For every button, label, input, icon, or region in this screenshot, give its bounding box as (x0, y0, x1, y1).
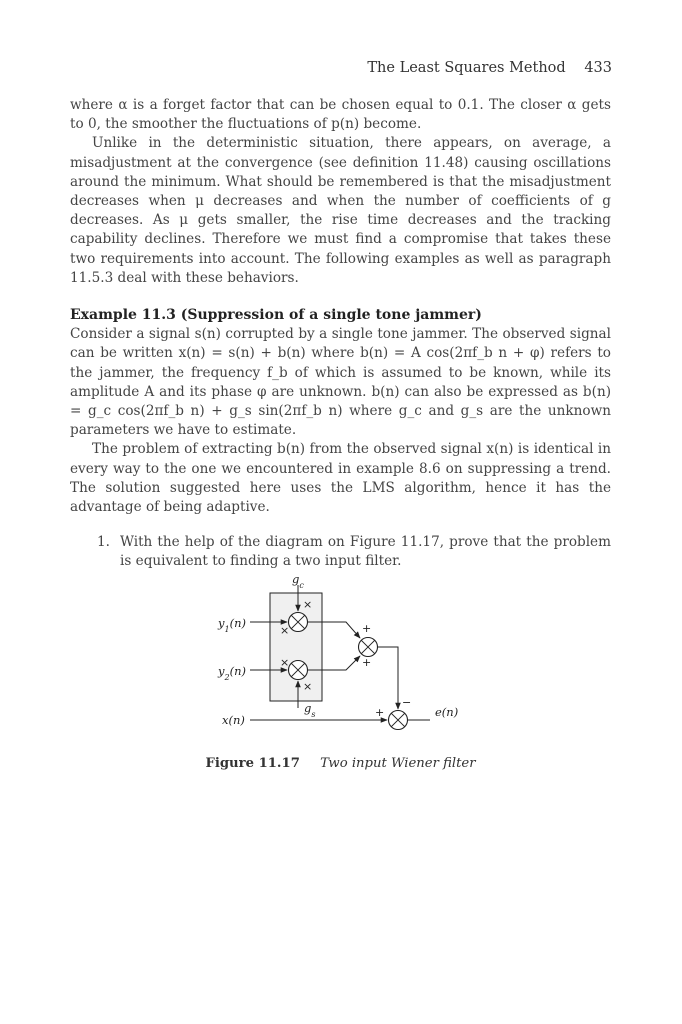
figure-caption-text: Two input Wiener filter (320, 756, 476, 771)
header-title: The Least Squares Method (367, 60, 566, 76)
gc-label: $g_c$ (292, 572, 304, 590)
example-title: Example 11.3 (Suppression of a single tone jammer) (70, 307, 482, 324)
list-item-text: With the help of the diagram on Figure 11.17, prove that the problem is equivalent to finding a two input filter. (120, 534, 611, 570)
gs-label: $g_s$ (304, 701, 316, 719)
times-sign: × (303, 680, 313, 693)
list-item-number: 1. (97, 534, 110, 551)
header-page-number: 433 (584, 60, 612, 76)
paragraph-misadjustment: Unlike in the deterministic situation, there appears, on average, a misadjustment at the convergence (see definition 11.48) causing oscillations around the minimum. What should be remembered is that the misadjustment decreases when μ decreases and when the number of coefficients of g decreases. As μ gets smaller, the rise time decreases and the tracking capability declines. Therefore we must find a compromise that takes these two requirements into account. The following examples as well as paragraph 11.5.3 deal with these behaviors. (70, 135, 611, 286)
filter-box (270, 593, 322, 701)
x-label: x(n) (222, 713, 245, 727)
difference-node (389, 711, 408, 730)
plus-sign: + (375, 706, 385, 719)
minus-sign: − (402, 696, 412, 709)
paragraph-forget-factor: where α is a forget factor that can be chosen equal to 0.1. The closer α gets to 0, the smoother the fluctuations of p(n) become. (70, 97, 611, 133)
plus-sign: + (362, 656, 372, 669)
y2-label: $y_2(n)$ (218, 664, 246, 682)
y1-label: $y_1(n)$ (218, 616, 246, 634)
figure-caption-label: Figure 11.17 (205, 756, 300, 771)
e-label: e(n) (435, 705, 459, 719)
times-sign: × (303, 598, 313, 611)
multiplier-node-1 (289, 613, 308, 632)
example-paragraph-problem: The problem of extracting b(n) from the observed signal x(n) is identical in every way to the one we encountered in example 8.6 on suppressing a trend. The solution suggested here uses the LMS algorithm, hence it has the advantage of being adaptive. (70, 441, 611, 516)
plus-sign: + (362, 622, 372, 635)
summing-node (359, 638, 378, 657)
times-sign: × (280, 656, 290, 669)
figure-caption (70, 756, 611, 771)
example-paragraph-jammer: Consider a signal s(n) corrupted by a single tone jammer. The observed signal can be written x(n) = s(n) + b(n) where b(n) = A cos(2πf_b n + φ) refers to the jammer, the frequency f_b of which is assumed to be known, while its amplitude A and its phase φ are unknown. b(n) can also be expressed as b(n) = g_c cos(2πf_b n) + g_s sin(2πf_b n) where g_c and g_s are the unknown parameters we have to estimate. (70, 326, 611, 439)
times-sign: × (280, 624, 290, 637)
multiplier-node-2 (289, 661, 308, 680)
